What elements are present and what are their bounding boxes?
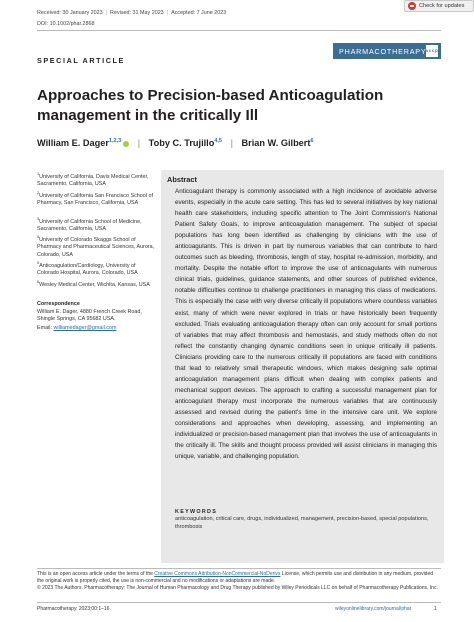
affiliation-text: University of Colorado Skaggs School of Pharmacy and Pharmaceutical Sciences, Aurora, Colorado, USA <box>37 236 155 258</box>
license-suffix: License, which permits use and distribution in any medium, provided the original work is properly cited, the use is non-commercial and no modifications or adaptations are made. <box>37 571 434 585</box>
affiliation-number: 5 <box>37 261 40 265</box>
check-for-updates-label: Check for updates <box>419 3 465 9</box>
affiliation-number: 4 <box>37 235 40 239</box>
author-name[interactable]: William E. Dager <box>37 138 109 149</box>
citation: Pharmacotherapy. 2023;00:1–16. <box>37 606 111 612</box>
license-text <box>37 571 441 593</box>
accepted-date: Accepted: 7 June 2023 <box>171 10 227 16</box>
revised-date: Revised: 31 May 2023 <box>110 10 164 16</box>
author-separator: | <box>137 138 141 149</box>
correspondence-heading: Correspondence <box>37 301 80 307</box>
article-title: Approaches to Precision-based Anticoagulation management in the critically Ill <box>37 87 384 124</box>
doi[interactable]: DOI: 10.1002/phar.2868 <box>37 21 95 27</box>
journal-banner <box>333 43 441 59</box>
affiliation-text: University of California, Davis Medical Center, Sacramento, California, USA <box>37 173 149 188</box>
header-divider <box>37 30 441 31</box>
check-for-updates-button[interactable] <box>404 0 474 12</box>
affiliation <box>37 171 157 189</box>
correspondence-address: William E. Dager, 4880 French Creek Road, Shingle Springs, CA 95682 USA. <box>37 309 142 323</box>
accp-logo-icon: accp <box>426 45 438 57</box>
affiliation-text: University of California San Francisco School of Pharmacy, San Francisco, California, USA <box>37 192 153 207</box>
license-prefix: This is an open access article under the terms of the <box>37 571 155 577</box>
affiliation <box>37 216 157 234</box>
author-affiliation-sup[interactable]: 6 <box>310 138 314 144</box>
author-separator: | <box>230 138 233 149</box>
journal-name: PHARMACOTHERAPY <box>339 46 427 56</box>
correspondence-email <box>37 325 157 332</box>
author-affiliation-sup[interactable]: 4,5 <box>214 138 222 144</box>
license-link[interactable]: Creative Commons Attribution-NonCommercial-NoDerivs <box>154 571 281 577</box>
author-affiliation-sup[interactable]: 1,2,3 <box>108 138 122 144</box>
affiliation-number: 3 <box>37 217 40 221</box>
affiliation <box>37 234 157 259</box>
author-name[interactable]: Brian W. Gilbert <box>241 138 311 149</box>
footer-divider <box>37 602 441 603</box>
article-dates: Received: 30 January 2023 | Revised: 31 May 2023 | Accepted: 7 June 2023 <box>37 10 227 16</box>
keywords-heading: KEYWORDS <box>175 509 218 515</box>
author-list <box>37 138 314 148</box>
journal-url-link[interactable]: wileyonlinelibrary.com/journal/phar <box>335 606 412 612</box>
affiliation <box>37 260 157 278</box>
abstract-text: Anticoagulant therapy is commonly associated with a high incidence of avoidable adverse events, especially in the acute care setting. This has led to several initiatives by key national health care stakeholders, including specific attention to The Joint Commission's National Patient Safety Goals, to improve anticoagulation management. The subject of special populations has long been identified as challenging by clinicians with the use of anticoagulants. This is driven in part by numerous variables that can contribute to hard outcomes such as bleeding, thrombosis, length of stay, hospital re-admission, morbidity, and mortality. Despite the notable effort to improve the use of anticoagulants with numerous clinical trials, guidelines, guidance statements, and other sources of published evidence, notable difficulties continue to challenge practitioners in managing this class of medications. This is especially the case with very diverse critically ill populations where countless variables exist, many of which were never explored in trials or have historically been frequently excluded. Trials evaluating anticoagulation therapy often can only account for small portions of variables that may affect thrombosis and hemostasis, and study methods often do not reflect the constantly changing dynamic conditions seen in unique critically ill patients. Clinicians providing care to the numerous critically ill populations are faced with conditions that lead to relatively small therapeutic windows, which makes designing safe optimal anticoagulation management plans difficult when dealing with complex patients and mechanical support devices. The approach to crafting a successful management plan for anticoagulant therapy must incorporate the numerous variables that are continuously assessed and revised during the patient's time in the intensive care unit. We explore considerations and approaches when developing, assessing, and implementing an individualized or precision-based management plan that involves the use of anticoagulants in the critically ill. The skills and thought process provided will assist clinicians in managing this unique, variable, and challenging population. <box>175 188 437 461</box>
copyright-text: © 2023 The Authors. Pharmacotherapy: The Journal of Human Pharmacology and Drug Therapy published by Wiley Periodicals LLC on behalf of Pharmacotherapy Publications, Inc. <box>37 585 438 592</box>
affiliation-text: University of California School of Medicine, Sacramento, California, USA <box>37 218 142 233</box>
orcid-icon[interactable] <box>123 141 129 147</box>
affiliation-text: Wesley Medical Center, Wichita, Kansas, USA <box>39 281 150 288</box>
update-icon <box>408 2 416 10</box>
author-name[interactable]: Toby C. Trujillo <box>148 138 215 149</box>
received-date: Received: 30 January 2023 <box>37 10 103 16</box>
affiliation-number: 6 <box>37 280 40 284</box>
section-label: SPECIAL ARTICLE <box>37 56 125 65</box>
affiliation <box>37 190 157 208</box>
affiliation <box>37 279 157 289</box>
page-number: 1 <box>434 606 437 612</box>
affiliation-text: Anticoagulation/Cardiology, University of Colorado Hospital, Aurora, Colorado, USA <box>37 262 138 277</box>
license-divider <box>37 568 441 569</box>
abstract-heading: Abstract <box>167 175 197 184</box>
email-label: Email: <box>37 325 52 331</box>
affiliation-number: 1 <box>37 172 40 176</box>
affiliation-number: 2 <box>37 191 40 195</box>
keywords-text: anticoagulation, critical care, drugs, individualized, management, precision-based, special populations, thrombosis <box>175 516 429 530</box>
email-link[interactable]: williamedager@gmail.com <box>53 325 117 331</box>
